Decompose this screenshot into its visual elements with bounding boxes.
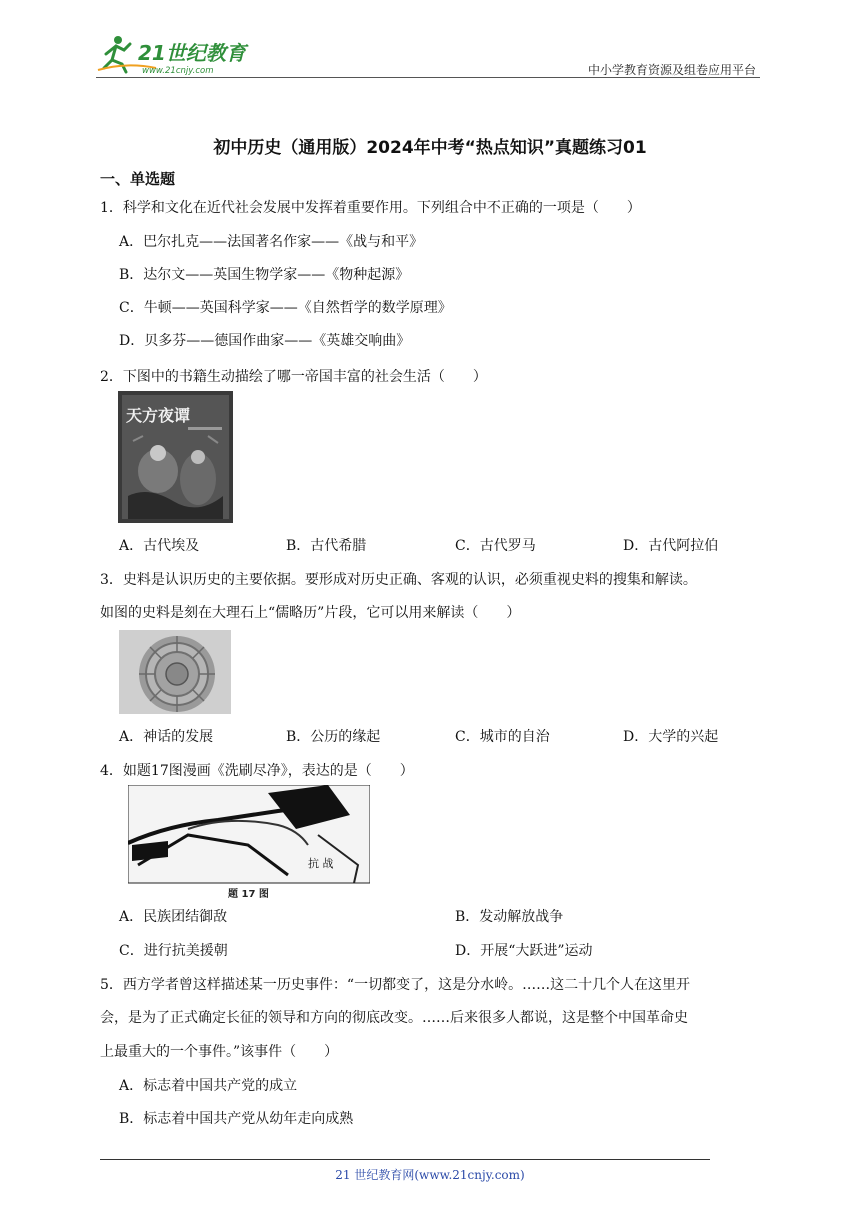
- logo-text: 21世纪教育: [138, 41, 246, 65]
- question-stem-line1: 3．史料是认识历史的主要依据。要形成对历史正确、客观的认识，必须重视史料的搜集和解读。: [100, 572, 697, 588]
- option-b: B．标志着中国共产党从幼年走向成熟: [119, 1111, 354, 1127]
- cartoon-image: [128, 785, 370, 901]
- calendar-stone-image: [119, 630, 231, 714]
- option-b: B．古代希腊: [286, 538, 367, 554]
- option-a: A．古代埃及: [119, 538, 200, 554]
- runner-logo-icon: [96, 32, 266, 76]
- option-c: C．城市的自治: [455, 729, 550, 745]
- option-c: C．牛顿——英国科学家——《自然哲学的数学原理》: [119, 300, 452, 316]
- question-stem-line2: 会，是为了正式确定长征的领导和方向的彻底改变。……后来很多人都说，这是整个中国革命史: [100, 1010, 688, 1026]
- option-d: D．贝多芬——德国作曲家——《英雄交响曲》: [119, 333, 411, 349]
- site-logo: [96, 32, 266, 76]
- option-d: D．大学的兴起: [623, 729, 719, 745]
- section-heading: 一、单选题: [100, 170, 176, 188]
- logo-url: www.21cnjy.com: [142, 66, 214, 76]
- option-b: B．发动解放战争: [455, 909, 564, 925]
- option-d: D．古代阿拉伯: [623, 538, 719, 554]
- option-c: C．古代罗马: [455, 538, 536, 554]
- platform-name: 中小学教育资源及组卷应用平台: [587, 63, 756, 77]
- question-stem-line2: 如图的史料是刻在大理石上“儒略历”片段，它可以用来解读（ ）: [100, 605, 521, 621]
- figure-caption: 题 17 图: [228, 889, 269, 900]
- header-divider: [96, 77, 760, 78]
- footer-divider: [100, 1159, 710, 1160]
- option-d: D．开展“大跃进”运动: [455, 943, 593, 959]
- question-stem-line3: 上最重大的一个事件。”该事件（ ）: [100, 1044, 339, 1060]
- page-title: 初中历史（通用版）2024年中考“热点知识”真题练习01: [213, 138, 647, 158]
- cartoon-inline-text: 抗 战: [308, 857, 334, 870]
- question-stem-line1: 5．西方学者曾这样描述某一历史事件：“一切都变了，这是分水岭。……这二十几个人在这里开: [100, 977, 691, 993]
- book-cover-image: [118, 391, 233, 523]
- question-stem: 4．如题17图漫画《洗刷尽净》，表达的是（ ）: [100, 763, 414, 779]
- book-title: 天方夜谭: [126, 406, 191, 425]
- option-b: B．达尔文——英国生物学家——《物种起源》: [119, 267, 410, 283]
- option-a: A．神话的发展: [119, 729, 214, 745]
- option-b: B．公历的缘起: [286, 729, 381, 745]
- option-a: A．标志着中国共产党的成立: [119, 1078, 298, 1094]
- option-a: A．民族团结御敌: [119, 909, 228, 925]
- question-stem: 1．科学和文化在近代社会发展中发挥着重要作用。下列组合中不正确的一项是（ ）: [100, 200, 641, 216]
- option-a: A．巴尔扎克——法国著名作家——《战与和平》: [119, 234, 424, 250]
- option-c: C．进行抗美援朝: [119, 943, 228, 959]
- footer-link[interactable]: 21 世纪教育网(www.21cnjy.com): [335, 1168, 525, 1182]
- question-stem: 2．下图中的书籍生动描绘了哪一帝国丰富的社会生活（ ）: [100, 369, 487, 385]
